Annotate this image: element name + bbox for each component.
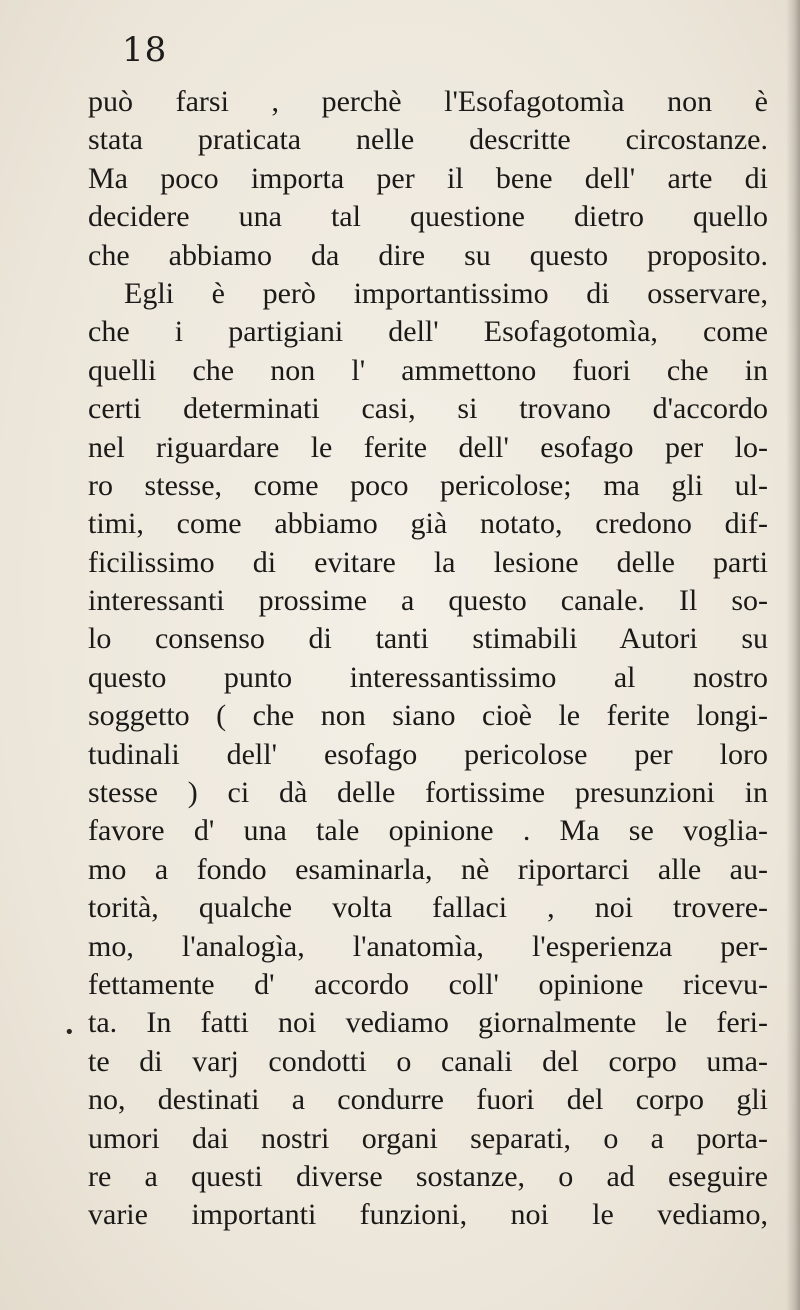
text-line: no, destinati a condurre fuori del corpo gli <box>88 1083 768 1117</box>
text-line: ta. In fatti noi vediamo giornalmente le feri- <box>88 1006 768 1040</box>
text-line: soggetto ( che non siano cioè le ferite longi- <box>88 699 768 733</box>
text-line: te di varj condotti o canali del corpo uma- <box>88 1044 768 1078</box>
text-line: ficilissimo di evitare la lesione delle parti <box>88 545 768 579</box>
text-line: interessanti prossime a questo canale. Il so- <box>88 584 768 618</box>
margin-dot: • <box>64 1022 75 1043</box>
text-line: che i partigiani dell' Esofagotomìa, come <box>88 315 768 349</box>
text-line: Egli è però importantissimo di osservare, <box>124 276 768 310</box>
text-line: favore d' una tale opinione . Ma se voglia- <box>88 814 768 848</box>
text-line: lo consenso di tanti stimabili Autori su <box>88 622 768 656</box>
text-line: Ma poco importa per il bene dell' arte di <box>88 161 768 195</box>
text-line: che abbiamo da dire su questo proposito. <box>88 238 768 272</box>
text-line: tudinali dell' esofago pericolose per loro <box>88 737 768 771</box>
page-number: 18 <box>122 30 168 70</box>
text-line: stesse ) ci dà delle fortissime presunzioni in <box>88 776 768 810</box>
text-line: stata praticata nelle descritte circostanze. <box>88 123 768 157</box>
text-line: decidere una tal questione dietro quello <box>88 200 768 234</box>
page-edge-shadow <box>786 0 800 1310</box>
text-line: fettamente d' accordo coll' opinione ricevu- <box>88 967 768 1001</box>
text-line: re a questi diverse sostanze, o ad eseguire <box>88 1159 768 1193</box>
body-text <box>88 83 768 1235</box>
text-line: ro stesse, come poco pericolose; ma gli ul- <box>88 468 768 502</box>
text-line: certi determinati casi, si trovano d'accordo <box>88 392 768 426</box>
text-line: umori dai nostri organi separati, o a porta- <box>88 1121 768 1155</box>
text-line: varie importanti funzioni, noi le vediamo, <box>88 1198 768 1232</box>
text-line: quelli che non l' ammettono fuori che in <box>88 353 768 387</box>
text-line: timi, come abbiamo già notato, credono dif- <box>88 507 768 541</box>
text-line: può farsi , perchè l'Esofagotomìa non è <box>88 85 768 118</box>
text-line: torità, qualche volta fallaci , noi trovere- <box>88 891 768 925</box>
text-line: mo a fondo esaminarla, nè riportarci alle au- <box>88 852 768 886</box>
text-line: questo punto interessantissimo al nostro <box>88 660 768 694</box>
text-line: nel riguardare le ferite dell' esofago per lo- <box>88 430 768 464</box>
text-line: mo, l'analogìa, l'anatomìa, l'esperienza per- <box>88 929 768 963</box>
